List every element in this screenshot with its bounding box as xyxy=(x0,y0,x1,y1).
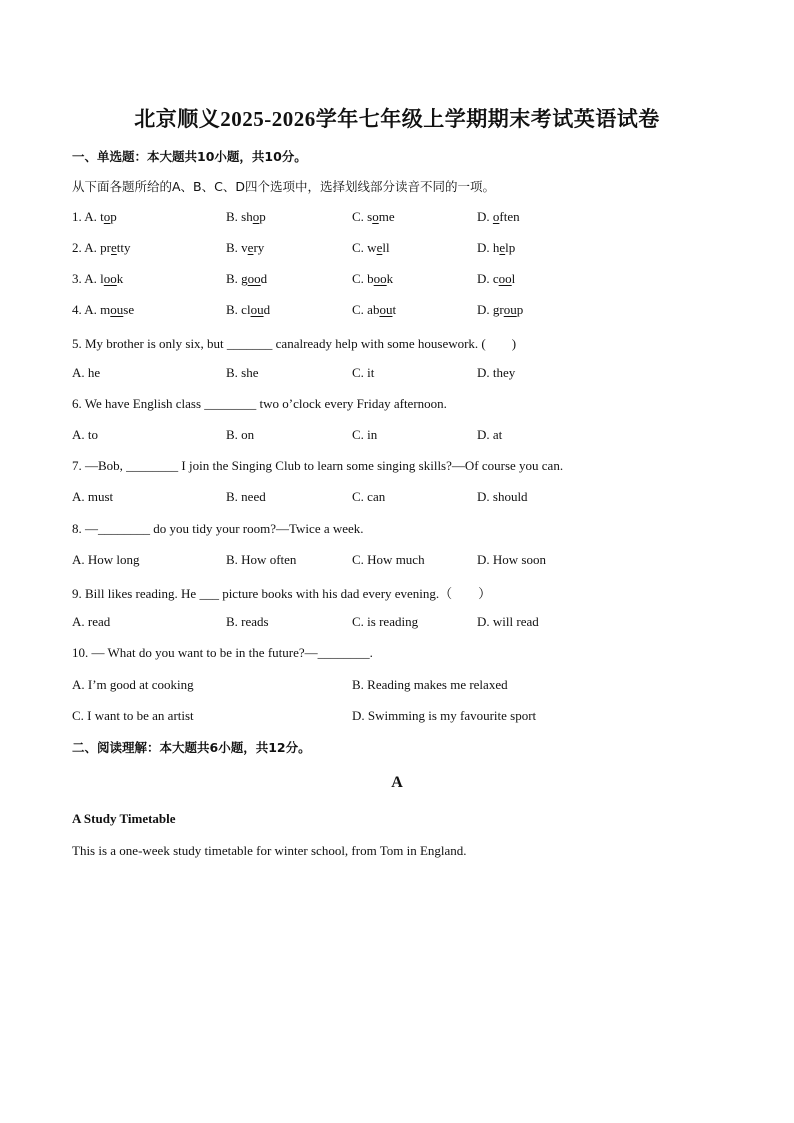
q9-option-a: A. read xyxy=(72,614,111,629)
q10-option-a: A. I’m good at cooking xyxy=(72,677,194,692)
q9-option-d: D. will read xyxy=(477,614,539,629)
q9-option-b: B. reads xyxy=(226,614,269,629)
q10-option-d: D. Swimming is my favourite sport xyxy=(352,708,537,723)
q1-option-c: C. some xyxy=(352,209,395,224)
q2-option-c: C. well xyxy=(352,240,390,255)
q5-option-d: D. they xyxy=(477,365,516,380)
q9-option-c: C. is reading xyxy=(352,614,419,629)
q8-option-c: C. How much xyxy=(352,552,425,567)
q10-stem: 10. — What do you want to be in the future?—________. xyxy=(72,645,373,660)
passage-title: A Study Timetable xyxy=(72,811,176,826)
q4-option-a: 4. A. mouse xyxy=(72,302,135,317)
q6-stem: 6. We have English class ________ two o’clock every Friday afternoon. xyxy=(72,396,447,411)
passage-label: A xyxy=(391,774,403,791)
q6-option-b: B. on xyxy=(226,427,255,442)
q7-option-b: B. need xyxy=(226,489,266,504)
q8-option-b: B. How often xyxy=(226,552,297,567)
q5-stem: 5. My brother is only six, but _______ canalready help with some housework. ( ) xyxy=(72,336,517,351)
q3-option-b: B. good xyxy=(226,271,268,286)
q4-option-c: C. about xyxy=(352,302,397,317)
q5-option-a: A. he xyxy=(72,365,101,380)
q3-option-d: D. cool xyxy=(477,271,516,286)
q6-option-a: A. to xyxy=(72,427,98,442)
q8-stem: 8. —________ do you tidy your room?—Twice a week. xyxy=(72,521,364,536)
q10-option-b: B. Reading makes me relaxed xyxy=(352,677,508,692)
q6-option-d: D. at xyxy=(477,427,503,442)
q5-option-c: C. it xyxy=(352,365,375,380)
q1-option-d: D. often xyxy=(477,209,520,224)
q1-option-b: B. shop xyxy=(226,209,266,224)
q10-option-c: C. I want to be an artist xyxy=(72,708,194,723)
q8-option-d: D. How soon xyxy=(477,552,546,567)
q7-option-a: A. must xyxy=(72,489,114,504)
q7-option-d: D. should xyxy=(477,489,528,504)
q7-option-c: C. can xyxy=(352,489,386,504)
q7-stem: 7. —Bob, ________ I join the Singing Club to learn some singing skills?—Of course you can. xyxy=(72,458,564,473)
q3-option-a: 3. A. look xyxy=(72,271,124,286)
exam-title: 北京顺义2025-2026学年七年级上学期期末考试英语试卷 xyxy=(134,107,660,131)
q1-option-a: 1. A. top xyxy=(72,209,117,224)
q9-stem: 9. Bill likes reading. He ___ picture books with his dad every evening.（ ） xyxy=(72,586,492,601)
q2-option-a: 2. A. pretty xyxy=(72,240,131,255)
section-heading-reading: 二、阅读理解：本大题共6小题，共12分。 xyxy=(72,740,311,755)
instruction-text: 从下面各题所给的A、B、C、D四个选项中，选择划线部分读音不同的一项。 xyxy=(72,179,495,194)
q4-option-d: D. group xyxy=(477,302,524,317)
passage-intro: This is a one-week study timetable for winter school, from Tom in England. xyxy=(72,843,467,858)
q2-option-d: D. help xyxy=(477,240,516,255)
q4-option-b: B. cloud xyxy=(226,302,271,317)
section-heading-single-choice: 一、单选题：本大题共10小题，共10分。 xyxy=(72,149,307,164)
q8-option-a: A. How long xyxy=(72,552,140,567)
q5-option-b: B. she xyxy=(226,365,259,380)
q3-option-c: C. book xyxy=(352,271,394,286)
q6-option-c: C. in xyxy=(352,427,378,442)
q2-option-b: B. very xyxy=(226,240,265,255)
